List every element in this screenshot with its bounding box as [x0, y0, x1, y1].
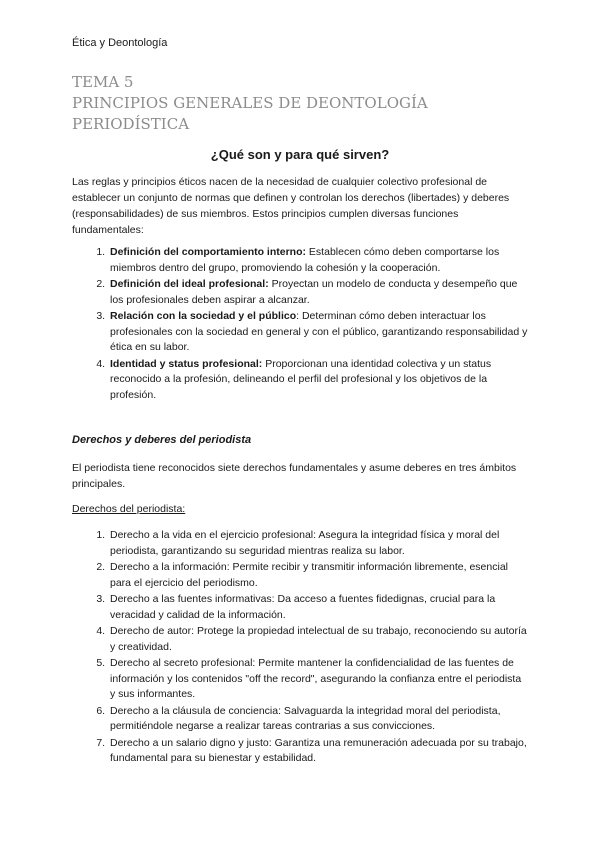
document-header: Ética y Deontología — [72, 37, 168, 49]
document-title — [72, 72, 542, 135]
list-item: 1. Derecho a la vida en el ejercicio profesional: Asegura la integridad física y moral del periodista, garantizando su seguridad mientras realiza su labor. — [108, 528, 528, 559]
list-item — [108, 357, 528, 404]
list-item — [108, 245, 528, 276]
rights-intro-paragraph: El periodista tiene reconocidos siete derechos fundamentales y asume deberes en tres ámbitos principales. — [72, 462, 517, 490]
functions-list — [72, 245, 528, 404]
section-heading: ¿Qué son y para qué sirven? — [210, 147, 390, 162]
intro-paragraph: Las reglas y principios éticos nacen de la necesidad de cualquier colectivo profesional de establecer un conjunto de normas que definen y controlan los derechos (libertades) y deberes (responsabilidades) de sus miembros. Estos principios cumplen diversas funciones fundamentales: — [72, 176, 510, 236]
item-text: Proporcionan una identidad colectiva y un status reconocido a la profesión, delineando el perfil del profesional y los objetivos de la profesión. — [110, 357, 492, 401]
list-item: 5. Derecho al secreto profesional: Permite mantener la confidencialidad de las fuentes de información y los contenidos "off the record", asegurando la confianza entre el periodista y sus informantes. — [108, 656, 528, 703]
item-text: Proyectan un modelo de conducta y desempeño que los profesionales deben aspirar a alcanzar. — [110, 278, 518, 306]
title-line-1: TEMA 5 — [72, 73, 134, 91]
rights-section-heading: Derechos y deberes del periodista — [72, 434, 252, 446]
item-term: Identidad y status profesional: — [110, 357, 263, 370]
item-term: Definición del comportamiento interno: — [110, 246, 307, 258]
title-line-2: PRINCIPIOS GENERALES DE DEONTOLOGÍA PERIODÍSTICA — [72, 94, 428, 133]
rights-list — [72, 528, 528, 768]
rights-subheading: Derechos del periodista: — [72, 503, 186, 515]
item-term: Definición del ideal profesional: — [110, 278, 269, 290]
list-item — [108, 277, 528, 308]
list-item: 2. Derecho a la información: Permite recibir y transmitir información libremente, esencial para el ejercicio del periodismo. — [108, 560, 528, 591]
item-text: Establecen cómo deben comportarse los miembros dentro del grupo, promoviendo la cohesión y la cooperación. — [110, 246, 500, 274]
list-item: 7. Derecho a un salario digno y justo: Garantiza una remuneración adecuada por su trabajo, fundamental para su bienestar y estabilidad. — [108, 736, 528, 767]
item-text: : Determinan cómo deben interactuar los profesionales con la sociedad en general y con el público, garantizando responsabilidad y ética en su labor. — [110, 310, 528, 353]
list-item — [108, 309, 528, 356]
list-item: 4. Derecho de autor: Protege la propiedad intelectual de su trabajo, reconociendo su autoría y creatividad. — [108, 624, 528, 655]
list-item: 3. Derecho a las fuentes informativas: Da acceso a fuentes fidedignas, crucial para la veracidad y calidad de la información. — [108, 592, 528, 623]
item-term: Relación con la sociedad y el público — [110, 310, 297, 322]
list-item: 6. Derecho a la cláusula de conciencia: Salvaguarda la integridad moral del periodista, permitiéndole negarse a realizar tareas contrarias a sus convicciones. — [108, 704, 528, 735]
